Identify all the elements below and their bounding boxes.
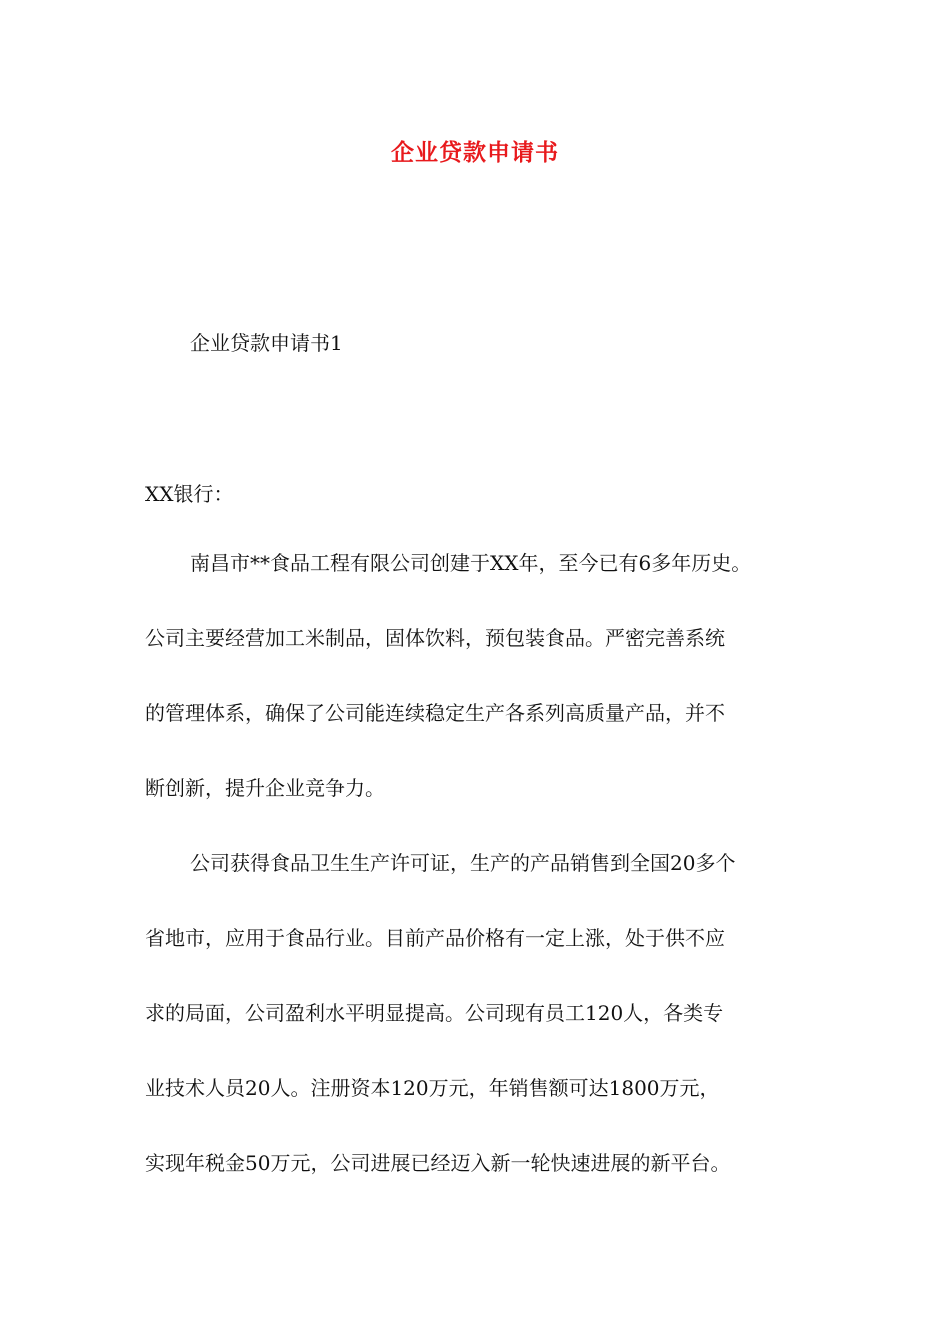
document-title: 企业贷款申请书 — [391, 139, 559, 166]
paragraph-line: 实现年税金50万元，公司进展已经迈入新一轮快速进展的新平台。 — [145, 1151, 731, 1175]
paragraph-line: 公司获得食品卫生生产许可证，生产的产品销售到全国20多个 — [190, 851, 736, 875]
paragraph-line: 省地市，应用于食品行业。目前产品价格有一定上涨，处于供不应 — [145, 926, 725, 950]
paragraph-line: 断创新，提升企业竞争力。 — [145, 776, 385, 800]
paragraph-line: 求的局面，公司盈利水平明显提高。公司现有员工120人，各类专 — [145, 1001, 724, 1025]
paragraph-line: 南昌市**食品工程有限公司创建于XX年，至今已有6多年历史。 — [190, 551, 752, 575]
section-heading: 企业贷款申请书1 — [190, 331, 343, 355]
paragraph-company-status — [145, 850, 810, 1225]
paragraph-company-history — [145, 550, 810, 850]
paragraph-line: 业技术人员20人。注册资本120万元，年销售额可达1800万元， — [145, 1076, 720, 1100]
salutation: XX银行： — [145, 482, 234, 506]
paragraph-line: 的管理体系，确保了公司能连续稳定生产各系列高质量产品，并不 — [145, 701, 725, 725]
paragraph-line: 公司主要经营加工米制品，固体饮料，预包装食品。严密完善系统 — [145, 626, 725, 650]
